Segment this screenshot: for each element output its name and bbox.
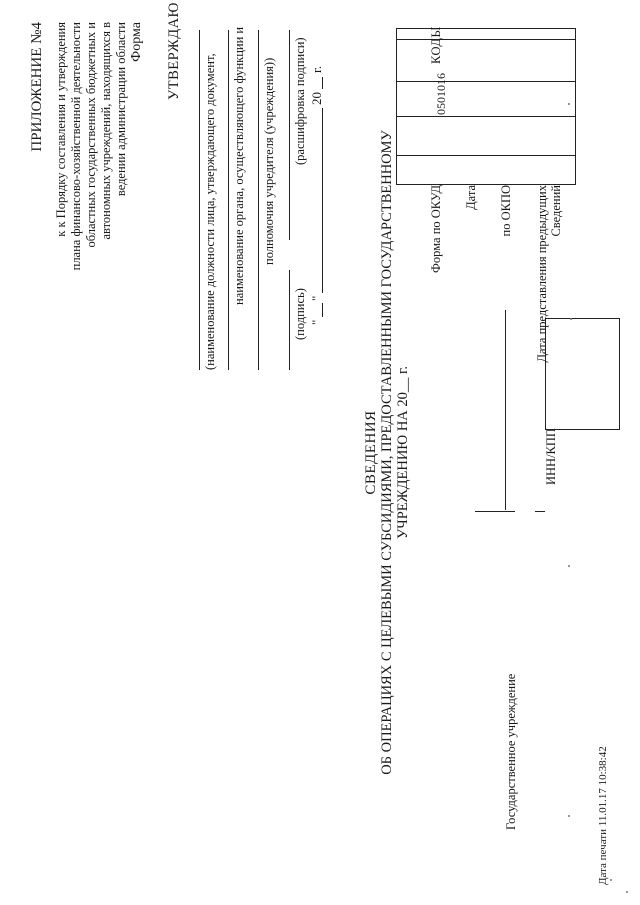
powers-caption: полномочия учредителя (учреждения)) (262, 57, 276, 265)
codes-label-date: Дата (464, 185, 478, 210)
date-year-suffix: г. (309, 65, 324, 73)
date-day-line (322, 303, 323, 317)
codes-date-divider (397, 81, 575, 82)
scan-speck (626, 891, 628, 893)
appendix-line-1: к к Порядку составления и утверждения (54, 22, 68, 237)
codes-label-okpo: по ОКПО (499, 185, 513, 237)
codes-okud-divider (397, 116, 575, 117)
appendix-line-3: областных государственных бюджетных и (84, 22, 98, 248)
codes-header: КОДЫ (429, 26, 443, 64)
codes-label-prev-date: Дата представления предыдущих Сведений (535, 185, 564, 363)
appendix-line-2: плана финансово-хозяйственной деятельности (69, 22, 83, 271)
print-date: Дата печати 11.01.17 10:38:42 (597, 746, 609, 885)
codes-value-okud: 0501016 (434, 73, 448, 115)
inn-kpp-label: ИНН/КПП (544, 428, 558, 485)
scan-speck (568, 565, 570, 567)
codes-header-divider (397, 155, 575, 156)
position-line (199, 30, 200, 370)
position-caption: (наименование должности лица, утверждающего документ, (203, 53, 217, 370)
codes-prev-date-mark (568, 103, 570, 105)
codes-label-okud: Форма по ОКУД (429, 185, 443, 273)
title-line-2: ОБ ОПЕРАЦИЯХ С ЦЕЛЕВЫМИ СУБСИДИЯМИ, ПРЕДОСТАВЛЕННЫМИ ГОСУДАРСТВЕННОМУ (379, 130, 395, 775)
date-year-line (322, 77, 323, 89)
title-line-1: СВЕДЕНИЯ (363, 410, 379, 495)
appendix-line-4: автономных учреждений, находящихся в (99, 22, 113, 240)
appendix-title: ПРИЛОЖЕНИЕ №4 (29, 22, 45, 152)
organ-line (228, 30, 229, 370)
institution-line-upper (475, 511, 515, 512)
date-quote-open: " (309, 319, 324, 325)
form-label: Форма (129, 22, 144, 62)
decoding-line (289, 30, 290, 240)
institution-line-lower (535, 511, 545, 512)
codes-okpo-divider (397, 39, 575, 40)
institution-label: Государственное учреждение (504, 673, 518, 830)
inn-kpp-mark (570, 318, 572, 320)
title-line-3: УЧРЕЖДЕНИЮ НА 20__ г. (395, 366, 411, 539)
signature-caption: (подпись) (293, 288, 307, 340)
institution-line (505, 310, 506, 510)
date-month-line (322, 108, 323, 293)
inn-kpp-box[interactable] (545, 318, 620, 430)
powers-line (258, 30, 259, 370)
scan-speck (568, 815, 570, 817)
decoding-caption: (расшифровка подписи) (293, 37, 307, 165)
signature-line (289, 270, 290, 370)
approval-heading: УТВЕРЖДАЮ (166, 2, 182, 100)
date-year-prefix: 20 (309, 92, 324, 105)
codes-table (396, 28, 576, 185)
scan-speck (610, 879, 612, 881)
date-quote-close: " (309, 295, 324, 301)
appendix-line-5: ведении администрации области (114, 22, 128, 197)
organ-caption: наименование органа, осуществляющего функции и (232, 26, 246, 305)
